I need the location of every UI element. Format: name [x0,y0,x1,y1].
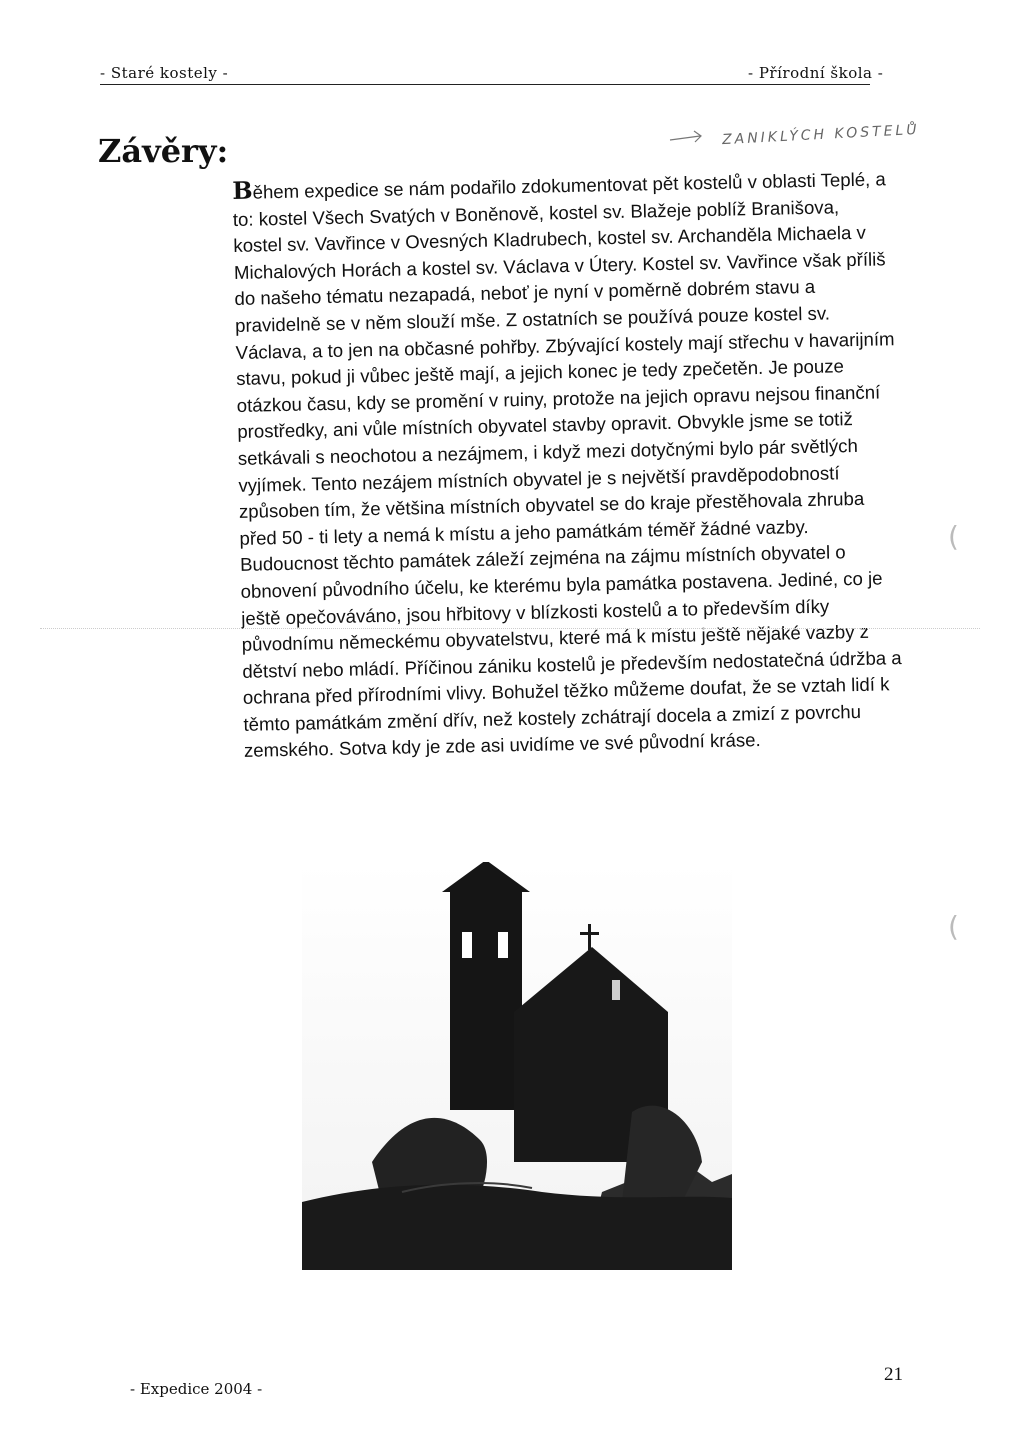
body-text: ěhem expedice se nám podařilo zdokumentovat pět kostelů v oblasti Teplé, a to: kostel Všech Svatých v Boněnově, kostel sv. Blažeje poblíž Branišova, kostel sv. Vavřince v Ovesných Kladrubech, kostel sv. Archanděla Michaela v Michalových Horách a kostel sv. Václava v Útery. Kostel sv. Vavřince však příliš do našeho tématu nezapadá, neboť je nyní v poměrně dobrém stavu a pravidelně se v něm slouží mše. Z ostatních se používá pouze kostel sv. Václava, a to jen na občasné pohřby. Zbývající kostely mají střechu v havarijním stavu, pokud ji vůbec ještě mají, a jejich konec je tedy zpečetěn. Je pouze otázkou času, kdy se promění v ruiny, protože na jejich opravu nejsou finanční prostředky, ani vůle místních obyvatel stavby opravit. Obvykle jsme se totiž setkávali s neochotou a nezájmem, i když mezi dotyčnými bylo pár světlých vyjímek. Tento nezájem místních obyvatel je s největší pravděpodobností způsoben tím, že většina místních obyvatel se do kraje přestěhovala zhruba před 50 - ti lety a nemá k místu a jeho památkám téměř žádné vazby. Budoucnost těchto památek záleží zejména na zájmu místních obyvatel o obnovení původního účelu, ke kterému byla památka postavena. Jediné, co je ještě opečováváno, jsou hřbitovy v blízkosti kostelů a to především díky původnímu německému obyvatelstvu, které má k místu ještě nějaké vazby z dětství nebo mládí. Příčinou zániku kostelů je především nedostatečná údržba a ochrana před přírodními vlivy. Bohužel těžko můžeme doufat, že se vztah lidí k těmto památkám změní dřív, než kostely zchátrají docela a zmizí z povrchu zemského. Sotva kdy je zde asi uvidíme ve své původní kráse. [232,168,902,762]
church-photo [302,862,732,1270]
handwritten-note: ZANIKLÝCH KOSTELŮ [721,121,920,149]
body-paragraph [232,164,904,765]
footer-left: - Expedice 2004 - [130,1380,263,1398]
header-left: - Staré kostely - [100,64,229,82]
page-number: 21 [884,1364,903,1385]
margin-bracket-mark-2: ( [948,910,959,943]
page-title: Závěry: [98,132,229,170]
handwritten-arrow-icon [668,128,704,150]
margin-bracket-mark: ( [948,520,959,553]
header-rule [100,84,870,85]
header-right: - Přírodní škola - [748,64,884,82]
scan-dotted-line [40,628,980,629]
drop-cap: B [231,175,253,205]
